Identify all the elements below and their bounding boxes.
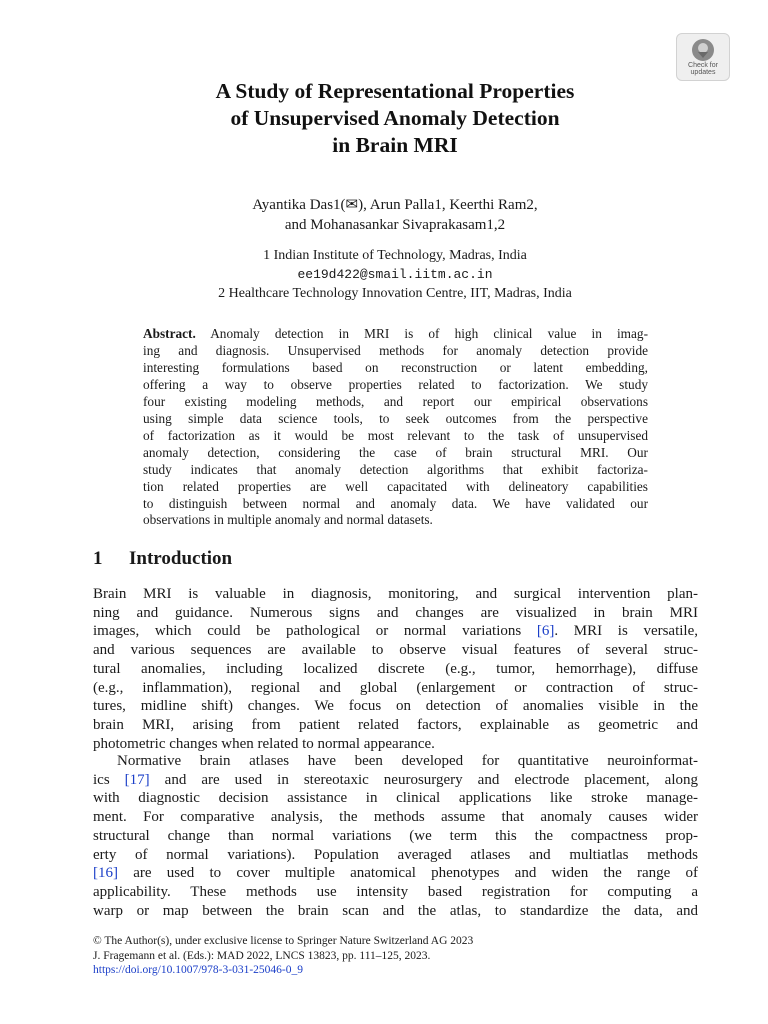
body-line: brain MRI, arising from patient related factors, explainable as geometric and — [93, 716, 698, 733]
doi-link[interactable]: https://doi.org/10.1007/978-3-031-25046-0_9 — [93, 964, 303, 976]
abstract-line — [143, 326, 648, 343]
body-line: applicability. These methods use intensity based registration for computing a — [93, 883, 698, 900]
body-line: and various sequences are available to observe visual features of several struc- — [93, 642, 698, 659]
body-line: warp or map between the brain scan and the atlas, to standardize the data, and — [93, 902, 698, 919]
author-list — [90, 195, 700, 235]
title-line: of Unsupervised Anomaly Detection — [230, 106, 560, 130]
body-line: images, which could be pathological or normal variations [6]. MRI is versatile, — [93, 623, 699, 640]
citation-link[interactable]: [6] — [536, 623, 555, 640]
affiliations — [90, 246, 700, 303]
abstract-label: Abstract. — [143, 326, 196, 341]
intro-paragraph-2 — [93, 752, 698, 920]
section-title: Introduction — [129, 548, 233, 569]
body-line: Brain MRI is valuable in diagnosis, monitoring, and surgical intervention plan- — [93, 586, 698, 602]
abstract-line: to distinguish between normal and anomaly data. We have validated our — [143, 495, 648, 511]
paper-title — [90, 78, 700, 159]
abstract-line: offering a way to observe properties related to factorization. We study — [143, 376, 648, 392]
body-line: ment. For comparative analysis, the methods assume that anomaly causes wider — [93, 809, 698, 826]
section-number: 1 — [93, 548, 103, 569]
abstract-line: anomaly detection, considering the case of brain structural MRI. Our — [143, 444, 648, 460]
check-for-updates-badge[interactable] — [676, 33, 730, 81]
editors-line: J. Fragemann et al. (Eds.): MAD 2022, LNCS 13823, pp. 111–125, 2023. — [93, 949, 431, 962]
abstract-line: interesting formulations based on reconstruction or latent embedding, — [143, 359, 648, 375]
body-line: with diagnostic decision assistance in clinical applications like stroke manage- — [93, 790, 698, 807]
authors-line: Ayantika Das1(✉), Arun Palla1, Keerthi Ram2, — [252, 197, 538, 213]
badge-line-2: updates — [690, 69, 716, 76]
abstract-line: tion related properties are well capacitated with delineatory capabilities — [143, 478, 648, 494]
body-line: tural anomalies, including localized discrete (e.g., tumor, hemorrhage), diffuse — [93, 660, 698, 677]
body-line: Normative brain atlases have been developed for quantitative neuroinformat- — [117, 753, 698, 769]
section-heading-introduction — [93, 547, 232, 571]
copyright-footer — [93, 934, 698, 978]
citation-link[interactable]: [16] — [93, 865, 118, 882]
body-line: [16] are used to cover multiple anatomical phenotypes and widen the range of — [93, 865, 698, 882]
authors-line: and Mohanasankar Sivaprakasam1,2 — [284, 217, 506, 233]
citation-link[interactable]: [17] — [124, 771, 150, 788]
body-line: photometric changes when related to normal appearance. — [93, 735, 435, 752]
body-line: ics [17] and are used in stereotaxic neurosurgery and electrode placement, along — [93, 771, 698, 788]
body-line: tures, midline shift) changes. We focus on detection of anomalies visible in the — [93, 698, 698, 715]
badge-line-1: Check for — [688, 62, 718, 69]
copyright-line: © The Author(s), under exclusive license to Springer Nature Switzerland AG 2023 — [93, 935, 474, 947]
abstract-line: observations in multiple anomaly and normal datasets. — [143, 512, 433, 528]
abstract-text: Anomaly detection in MRI is of high clinical value in imag- — [195, 326, 648, 341]
abstract-line: of factorization as it would be most relevant to the task of unsupervised — [143, 427, 648, 443]
body-line: structural change than normal variations (we term this the compactness prop- — [93, 827, 698, 844]
abstract-line: ing and diagnosis. Unsupervised methods for anomaly detection provide — [143, 342, 648, 358]
abstract-line: four existing modeling methods, and report our empirical observations — [143, 393, 648, 409]
author-email[interactable]: ee19d422@smail.iitm.ac.in — [297, 267, 493, 282]
affiliation-1: 1 Indian Institute of Technology, Madras, India — [263, 248, 527, 263]
abstract-line: study indicates that anomaly detection algorithms that exhibit factoriza- — [143, 461, 648, 477]
intro-paragraph-1 — [93, 585, 698, 753]
body-line: ning and guidance. Numerous signs and changes are visualized in brain MRI — [93, 604, 698, 621]
affiliation-2: 2 Healthcare Technology Innovation Centre, IIT, Madras, India — [218, 286, 572, 301]
body-line: erty of normal variations). Population averaged atlases and multiatlas methods — [93, 846, 698, 863]
title-line: in Brain MRI — [332, 133, 458, 157]
title-line: A Study of Representational Properties — [215, 79, 575, 103]
body-line: (e.g., inflammation), regional and global (enlargement or contraction of struc- — [93, 679, 698, 696]
abstract — [143, 326, 648, 529]
abstract-line: using simple data science tools, to seek outcomes from the perspective — [143, 410, 648, 426]
crossmark-icon — [691, 38, 715, 62]
